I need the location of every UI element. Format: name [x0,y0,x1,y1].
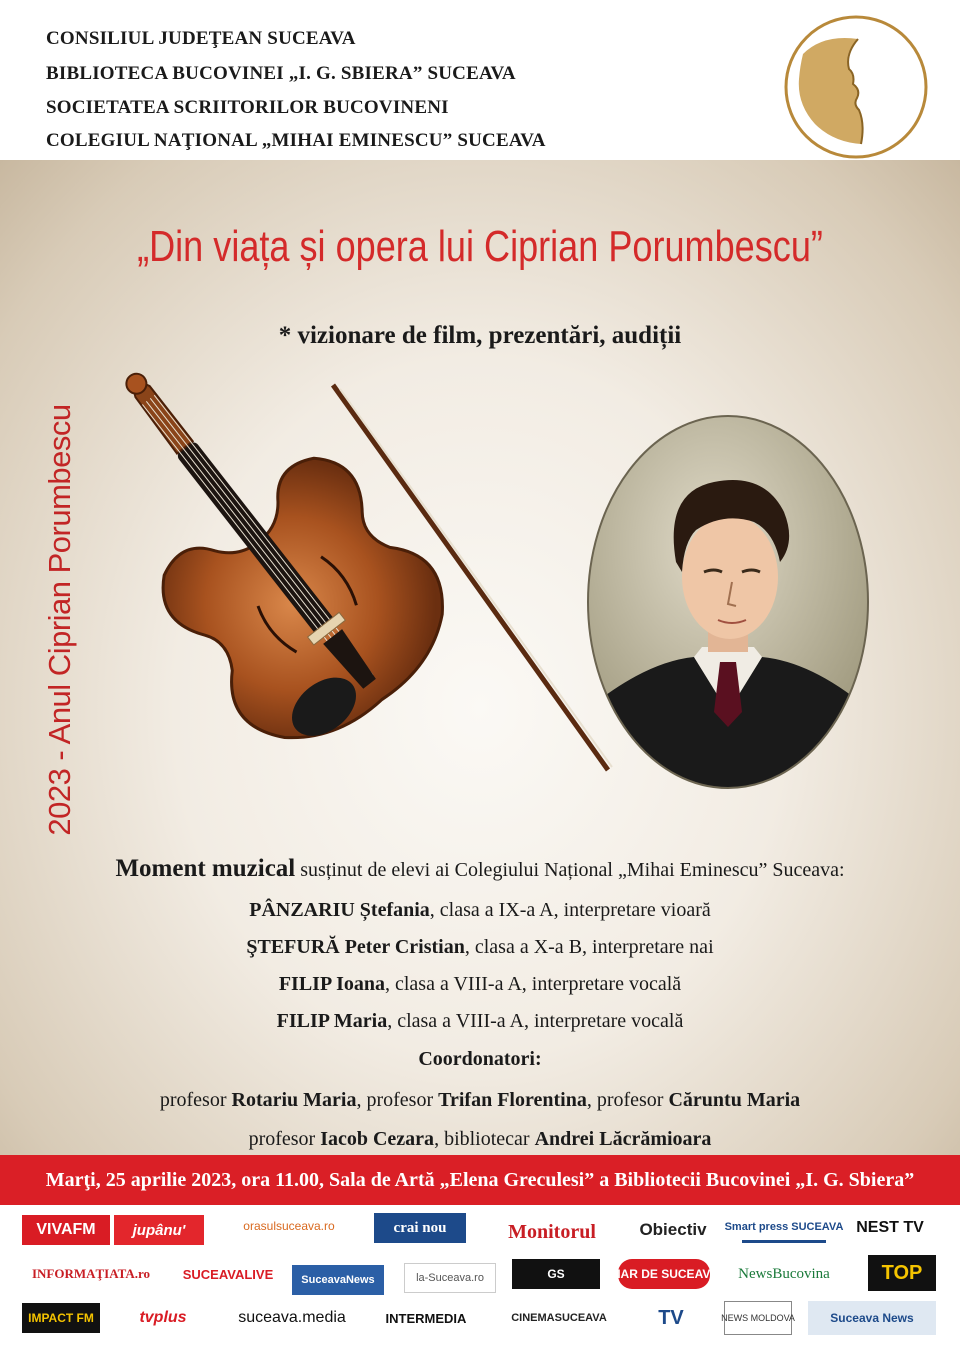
sponsor-logo: Obiectiv [639,1220,707,1239]
coordinator-name: Trifan Florentina [438,1089,587,1111]
coordinator-name: Andrei Lăcrămioara [534,1128,712,1150]
sponsor-logo: GS [512,1259,600,1289]
performer-detail: , clasa a X-a B, interpretare nai [464,936,714,958]
sponsor-logo: la-Suceava.ro [404,1263,496,1293]
event-subtitle: * vizionare de film, prezentări, audiții [278,322,682,349]
eminescu-profile-logo [783,14,929,160]
media-partners [0,1205,960,1350]
vertical-caption: 2023 - Anul Ciprian Porumbescu [42,404,77,836]
sponsor-logo: TV [658,1306,684,1329]
performer-name: FILIP Ioana [278,973,385,995]
sponsor-logo: IMPACT FM [22,1303,100,1333]
performer-detail: , clasa a VIII-a A, interpretare vocală [387,1010,684,1032]
performer-line [0,973,960,996]
organization-line: SOCIETATEA SCRIITORILOR BUCOVINENI [46,97,449,118]
sponsor-logo: NewsBucovina [738,1265,830,1282]
program-intro-strong: Moment muzical [115,855,296,882]
sponsor-logo: SUCEAVALIVE [182,1266,274,1282]
sponsor-logo: Monitorul [508,1220,596,1243]
coordinators-heading: Coordonatori: [418,1048,542,1070]
performer-detail: , clasa a VIII-a A, interpretare vocală [385,973,682,995]
sponsor-logo: jupânu' [114,1215,204,1245]
coordinator-name: Căruntu Maria [668,1089,801,1111]
program-intro-rest: susținut de elevi ai Colegiului Național „Mihai Eminescu” Suceava: [295,859,845,881]
header [0,0,960,160]
coordinator-name: Iacob Cezara [320,1128,435,1150]
sponsor-logo: SuceavaNews [292,1265,384,1295]
sponsor-logo: INFORMAŢIATA.ro [31,1266,151,1281]
event-title: „Din viața și opera lui Ciprian Porumbescu” [137,222,823,271]
performer-line [0,1010,960,1033]
event-details-banner [0,1155,960,1205]
sponsor-logo: TOP [868,1255,936,1291]
sponsor-logo: Smart press SUCEAVA [742,1213,826,1243]
event-details-text: Marţi, 25 aprilie 2023, ora 11.00, Sala de Artă „Elena Greculesi” a Bibliotecii Bucovinei „I. G. Sbiera” [45,1169,915,1191]
sponsor-logo: VIVAFM [22,1215,110,1245]
violin-illustration [118,375,618,795]
sponsor-logo: NEST TV [856,1219,924,1236]
sponsor-logo: INTERMEDIA [385,1310,467,1326]
ciprian-porumbescu-portrait [584,412,872,792]
coordinator-name: Rotariu Maria [231,1089,357,1111]
performer-name: PÂNZARIU Ștefania [249,899,430,921]
sponsor-logo: ZIAR DE SUCEAVA [618,1259,710,1289]
sponsor-logo: Suceava News [808,1301,936,1335]
performer-line [0,899,960,922]
performer-name: FILIP Maria [276,1010,388,1032]
sponsor-logo: CINEMASUCEAVA [511,1312,607,1324]
program-intro [0,855,960,883]
sponsor-logo: crai nou [374,1213,466,1243]
sponsor-logo: suceava.media [238,1309,346,1326]
organization-line: BIBLIOTECA BUCOVINEI „I. G. SBIERA” SUCEAVA [46,63,516,84]
organization-line: COLEGIUL NAŢIONAL „MIHAI EMINESCU” SUCEAVA [46,130,546,151]
coordinators-line: profesor Rotariu Maria, profesor Trifan Florentina, profesor Căruntu Maria [159,1089,801,1111]
performer-detail: , clasa a IX-a A, interpretare vioară [429,899,711,921]
sponsor-logo: orasulsuceava.ro [243,1219,335,1233]
sponsor-logo: tvplus [139,1309,187,1326]
organization-line: CONSILIUL JUDEŢEAN SUCEAVA [46,28,356,49]
performer-line [0,936,960,959]
sponsor-logo: NEWS MOLDOVA [724,1301,792,1335]
coordinators-line: profesor Iacob Cezara, bibliotecar Andrei Lăcrămioara [248,1128,712,1150]
performer-name: ŞTEFURĂ Peter Cristian [246,936,465,958]
